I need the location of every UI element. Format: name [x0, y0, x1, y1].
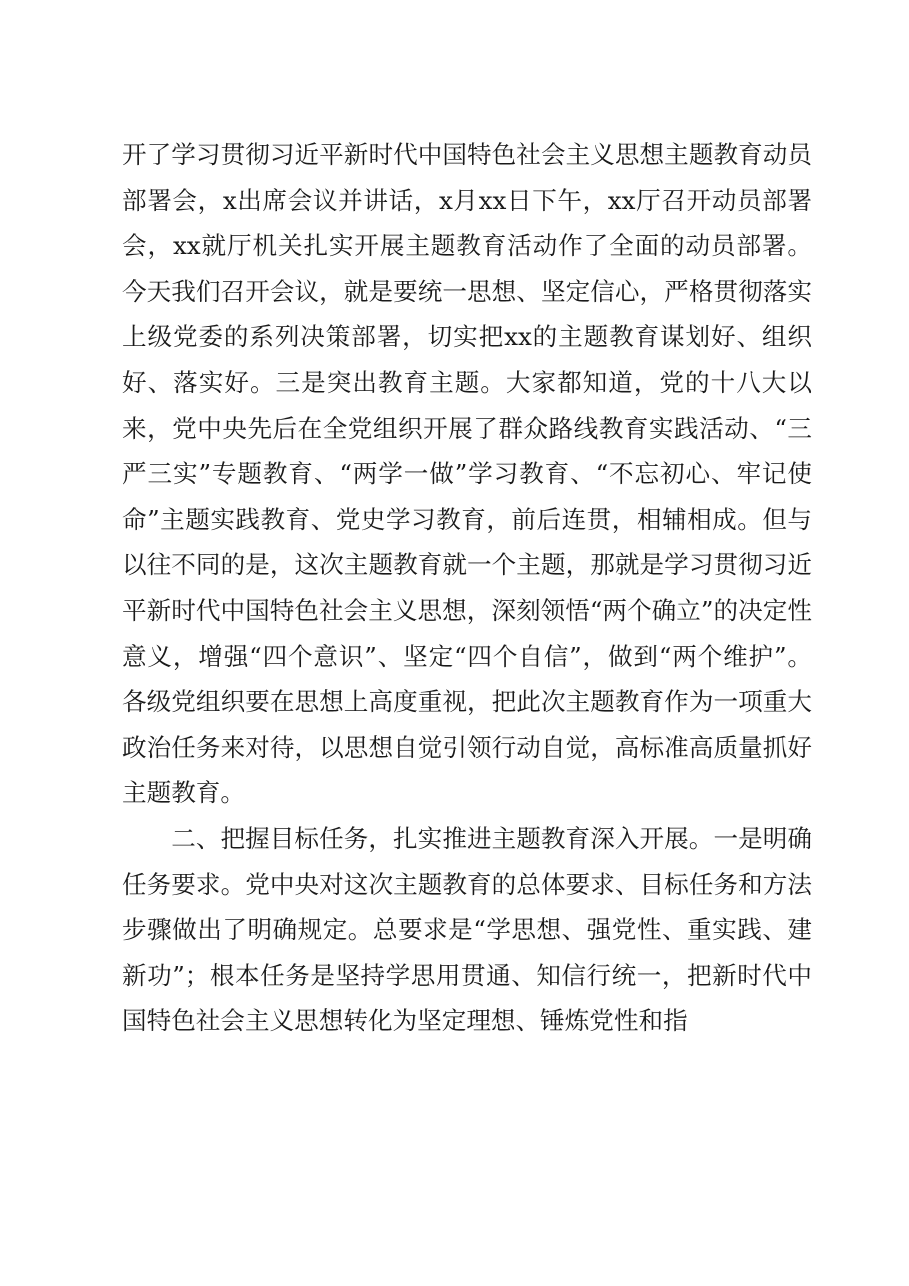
document-body	[122, 132, 812, 1044]
paragraph-section-two: 二、把握目标任务，扎实推进主题教育深入开展。一是明确任务要求。党中央对这次主题教育的总体要求、目标任务和方法步骤做出了明确规定。总要求是“学思想、强党性、重实践、建新功”；根本任务是坚持学思用贯通、知信行统一，把新时代中国特色社会主义思想转化为坚定理想、锤炼党性和指	[122, 823, 812, 1036]
paragraph-continuation: 开了学习贯彻习近平新时代中国特色社会主义思想主题教育动员部署会，x出席会议并讲话，x月xx日下午，xx厅召开动员部署会，xx就厅机关扎实开展主题教育活动作了全面的动员部署。今天我们召开会议，就是要统一思想、坚定信心，严格贯彻落实上级党委的系列决策部署，切实把xx的主题教育谋划好、组织好、落实好。三是突出教育主题。大家都知道，党的十八大以来，党中央先后在全党组织开展了群众路线教育实践活动、“三严三实”专题教育、“两学一做”学习教育、“不忘初心、牢记使命”主题实践教育、党史学习教育，前后连贯，相辅相成。但与以往不同的是，这次主题教育就一个主题，那就是学习贯彻习近平新时代中国特色社会主义思想，深刻领悟“两个确立”的决定性意义，增强“四个意识”、坚定“四个自信”，做到“两个维护”。各级党组织要在思想上高度重视，把此次主题教育作为一项重大政治任务来对待，以思想自觉引领行动自觉，高标准高质量抓好主题教育。	[122, 140, 812, 808]
